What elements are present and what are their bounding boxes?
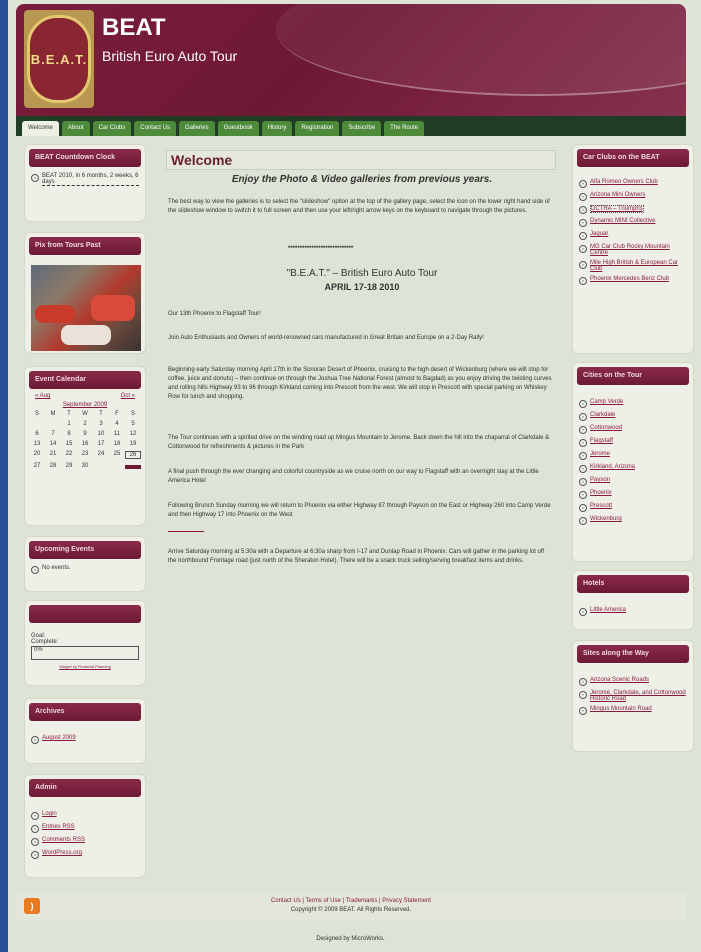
logo-emblem: B.E.A.T.: [27, 15, 91, 103]
site-link[interactable]: Arizona Scenic Roads: [590, 677, 650, 683]
list-item[interactable]: [31, 850, 139, 859]
nav-tab-guestbook[interactable]: Guestbook: [218, 121, 259, 136]
calendar-cell: 24: [97, 451, 105, 457]
bullet-icon: »: [579, 400, 587, 408]
city-link[interactable]: Wickenburg: [590, 516, 622, 522]
list-item: [31, 565, 139, 574]
calendar-cell: 23: [81, 451, 89, 457]
sites-widget: [572, 640, 694, 752]
calendar-month[interactable]: September 2009: [62, 402, 108, 408]
browser-edge: [0, 0, 8, 952]
bullet-icon: »: [31, 851, 39, 859]
photo-car-shape: [91, 295, 135, 321]
calendar-cell: 7: [51, 431, 55, 437]
site-tagline: British Euro Auto Tour: [102, 48, 238, 64]
calendar-cell: 10: [97, 431, 105, 437]
bullet-icon: »: [579, 193, 587, 201]
club-link[interactable]: Alfa Romeo Owners Club: [590, 179, 658, 185]
bullet-icon: »: [579, 219, 587, 227]
nav-tab-welcome[interactable]: Welcome: [22, 121, 59, 136]
calendar-cell: 14: [49, 441, 57, 447]
list-item[interactable]: [579, 690, 687, 702]
nav-tab-galleries[interactable]: Galleries: [179, 121, 215, 136]
club-link[interactable]: Mile High British & European Car Club: [590, 260, 679, 272]
photo-car-shape: [35, 305, 75, 323]
hotels-widget: [572, 570, 694, 630]
widget-title: Car Clubs on the BEAT: [577, 149, 689, 167]
list-item[interactable]: [579, 260, 687, 272]
calendar-cell: 22: [65, 451, 73, 457]
list-item[interactable]: [579, 438, 687, 447]
site-logo[interactable]: [24, 10, 94, 108]
complete-label: Complete:: [31, 639, 59, 645]
bullet-icon: »: [579, 478, 587, 486]
designed-by[interactable]: Designed by MicroWorks.: [316, 936, 385, 942]
calendar-cell: [29, 421, 45, 427]
intro-paragraph: The best way to view the galleries is to select the "slideshow" option at the top of the gallery page, select the icon on the lower right hand side of the slideshow window to switch it to full screen and then use your left/right arrow keys on the keyboard to navigate through the pictures.: [168, 199, 550, 214]
calendar-cell: 11: [113, 431, 121, 437]
calendar-day-header: S: [130, 411, 135, 417]
calendar-cell: [109, 463, 125, 469]
widget-title: Sites along the Way: [577, 645, 689, 663]
calendar-day-header: M: [50, 411, 56, 417]
list-item: [31, 173, 139, 186]
footer-copyright: Copyright © 2009 BEAT. All Rights Reserved.: [290, 907, 412, 913]
bullet-icon: »: [579, 245, 587, 253]
nav-tab-the-route[interactable]: The Route: [384, 121, 424, 136]
widget-title: Pix from Tours Past: [29, 237, 141, 255]
calendar-cell: 13: [33, 441, 41, 447]
bullet-icon: »: [579, 678, 587, 686]
calendar-cell: [93, 463, 109, 469]
calendar-cell: 19: [129, 441, 137, 447]
nav-tab-registration[interactable]: Registration: [295, 121, 339, 136]
main-content: [164, 146, 560, 886]
bullet-icon: »: [579, 206, 587, 214]
car-clubs-widget: [572, 144, 694, 354]
widget-title: Event Calendar: [29, 371, 141, 389]
bullet-icon: »: [579, 707, 587, 715]
city-link[interactable]: Jerome: [590, 451, 611, 457]
list-item[interactable]: [579, 490, 687, 499]
site-title[interactable]: BEAT: [102, 14, 166, 41]
archive-link[interactable]: August 2009: [42, 735, 76, 741]
list-item[interactable]: [579, 503, 687, 512]
calendar-day-header: T: [99, 411, 103, 417]
widget-title: Hotels: [577, 575, 689, 593]
calendar-day-header: W: [82, 411, 88, 417]
calendar-cell: 18: [113, 441, 121, 447]
widget-title: [29, 605, 141, 623]
progress-box: [31, 646, 139, 660]
pix-widget: [24, 232, 146, 354]
nav-tab-car-clubs[interactable]: Car Clubs: [93, 121, 132, 136]
widget-title: Archives: [29, 703, 141, 721]
calendar-cell: 8: [67, 431, 71, 437]
bullet-icon: »: [579, 452, 587, 460]
goal-label: Goal:: [31, 633, 46, 639]
bullet-icon: »: [579, 608, 587, 616]
upcoming-events-text: No events.: [42, 565, 71, 571]
goal-credit-link[interactable]: Widget by Financial Planning: [59, 664, 111, 669]
nav-tab-about[interactable]: About: [62, 121, 90, 136]
paragraph: Join Auto Enthusiasts and Owners of world-renowned cars manufactured in Great Britain and Europe on a 2-Day Rally!: [168, 335, 484, 341]
upcoming-events-widget: [24, 536, 146, 592]
nav-tab-history[interactable]: History: [262, 121, 293, 136]
event-heading: "B.E.A.T." – British Euro Auto Tour: [286, 268, 438, 279]
bullet-icon: »: [579, 277, 587, 285]
list-item[interactable]: [31, 824, 139, 833]
bullet-icon: »: [579, 465, 587, 473]
goal-widget: [24, 600, 146, 686]
bullet-icon: »: [579, 261, 587, 269]
city-link[interactable]: Camp Verde: [590, 399, 624, 405]
widget-title: Admin: [29, 779, 141, 797]
header-swoosh: [276, 4, 686, 96]
bullet-icon: »: [579, 413, 587, 421]
bullet-icon: »: [31, 812, 39, 820]
city-link[interactable]: Phoenix: [590, 490, 612, 496]
city-link[interactable]: Kirkland, Arizona: [590, 464, 636, 470]
divider-line: [168, 531, 204, 532]
nav-tab-subscribe[interactable]: Subscribe: [342, 121, 381, 136]
calendar-next-link[interactable]: Oct »: [120, 393, 135, 399]
calendar-cell: 16: [81, 441, 89, 447]
club-link[interactable]: Dynamic MINI Collective: [590, 218, 656, 224]
calendar-cell-marker: [125, 465, 141, 469]
bullet-icon: »: [579, 691, 587, 699]
bullet-icon: »: [579, 180, 587, 188]
comments-rss-link[interactable]: Comments RSS: [42, 837, 86, 843]
footer-links[interactable]: Contact Us | Terms of Use | Trademarks | Privacy Statement: [271, 898, 431, 904]
nav-tab-contact-us[interactable]: Contact Us: [134, 121, 176, 136]
list-item[interactable]: [579, 677, 687, 686]
archives-widget: [24, 698, 146, 764]
list-item[interactable]: [579, 425, 687, 434]
site-link[interactable]: Mingus Mountain Road: [590, 706, 652, 712]
calendar-cell: 17: [97, 441, 105, 447]
wordpress-link[interactable]: WordPress.org: [42, 850, 82, 856]
photo-car-shape: [61, 325, 111, 345]
list-item[interactable]: [579, 218, 687, 227]
calendar-cell: 28: [49, 463, 57, 469]
calendar-cell: 2: [83, 421, 87, 427]
calendar-cell: 3: [99, 421, 103, 427]
city-link[interactable]: Prescott: [590, 503, 613, 509]
list-item[interactable]: [579, 607, 687, 616]
club-link[interactable]: MG Car Club Rocky Mountain Centre: [590, 244, 670, 256]
calendar-cell: 29: [65, 463, 73, 469]
calendar-prev-link[interactable]: « Aug: [35, 393, 51, 399]
calendar-cell: 6: [35, 431, 39, 437]
list-item[interactable]: [31, 837, 139, 846]
calendar-cell: [45, 421, 61, 427]
calendar-widget: [24, 366, 146, 526]
calendar-grid: [25, 411, 145, 469]
calendar-cell: 27: [33, 463, 41, 469]
calendar-day-header: S: [34, 411, 39, 417]
list-item[interactable]: [579, 477, 687, 486]
bullet-icon: »: [579, 517, 587, 525]
site-header: [16, 4, 686, 116]
calendar-cell: 30: [81, 463, 89, 469]
club-link[interactable]: Arizona Mini Owners: [590, 192, 646, 198]
tour-photo[interactable]: [31, 265, 141, 351]
list-item[interactable]: [579, 276, 687, 285]
widget-title: Upcoming Events: [29, 541, 141, 559]
progress-percent: 0%: [34, 647, 43, 653]
club-link[interactable]: Phoenix Mercedes Benz Club: [590, 276, 670, 282]
bullet-icon: »: [579, 439, 587, 447]
list-item[interactable]: [579, 706, 687, 715]
list-item[interactable]: [579, 205, 687, 214]
list-item[interactable]: [579, 192, 687, 201]
countdown-widget: [24, 144, 146, 222]
footer: [16, 892, 686, 920]
calendar-cell: 20: [33, 451, 41, 457]
calendar-cell: 21: [49, 451, 57, 457]
paragraph: Our 13th Phoenix to Flagstaff Tour!: [168, 311, 261, 317]
divider-text: ****************************: [288, 246, 354, 252]
city-link[interactable]: Payson: [590, 477, 611, 483]
club-link[interactable]: Jaguar: [590, 231, 609, 237]
club-link[interactable]: DCTRA – Triumphs: [591, 206, 643, 212]
page-title: Welcome: [166, 150, 556, 170]
bullet-icon: »: [579, 491, 587, 499]
paragraph: A final push through the ever changing and colorful countryside as we cruise north on our way to Flagstaff with an overnight stay at the Little America Hotel: [168, 469, 539, 484]
calendar-cell: 5: [131, 421, 135, 427]
city-link[interactable]: Clarkdale: [590, 412, 616, 418]
page-subtitle: Enjoy the Photo & Video galleries from previous years.: [231, 174, 493, 185]
site-link[interactable]: Jerome, Clarkdale, and Cottonwood Historic Road: [590, 690, 686, 702]
countdown-text: BEAT 2010, in 6 months, 2 weeks, 6 days: [42, 173, 139, 185]
calendar-cell: 9: [83, 431, 87, 437]
list-item[interactable]: [579, 399, 687, 408]
calendar-cell: 12: [129, 431, 137, 437]
bullet-icon: »: [31, 174, 39, 182]
list-item[interactable]: [579, 412, 687, 421]
list-item[interactable]: [579, 516, 687, 525]
bullet-icon: »: [579, 426, 587, 434]
login-link[interactable]: Login: [42, 811, 57, 817]
bullet-icon: »: [579, 232, 587, 240]
bullet-icon: »: [31, 566, 39, 574]
bullet-icon: »: [579, 504, 587, 512]
paragraph: Beginning early Saturday morning April 17th in the Sonoran Desert of Phoenix, cruising to the high desert of Wickenburg (where we will stop for coffee, juice and donuts) – then continue on through the Joshua Tree National Forest (almost to Bagdad) as you enjoy driving the twisting curves and rolling hills Highway 93 to 96 through Kirkland coming into Prescott from the west. We will stop in Prescott with special parking on Whiskey Row for lunch and shopping.: [168, 367, 552, 400]
paragraph: The Tour continues with a spirited drive on the winding road up Mingus Mountain to Jerome. Back down the hill into the chaparral of Clarkdale & Cottonwood for refreshments & pictures in the Park: [168, 435, 550, 450]
list-item[interactable]: [579, 451, 687, 460]
bullet-icon: »: [31, 838, 39, 846]
entries-rss-link[interactable]: Entries RSS: [42, 824, 75, 830]
event-date: APRIL 17-18 2010: [324, 282, 400, 292]
calendar-day-header: F: [115, 411, 119, 417]
paragraph: Arrive Saturday morning at 5:30a with a Departure at 6:30a sharp from I-17 and Dunlap Road in Phoenix. Cars will gather in the parking lot off the northbound Frontage road (just north of the Sheraton Hotel). There will be a snack truck selling/serving breakfast items and drinks.: [168, 549, 545, 564]
list-item[interactable]: [579, 244, 687, 256]
widget-title: Cities on the Tour: [577, 367, 689, 385]
paragraph: Following Brunch Sunday morning we will return to Phoenix via either Highway 87 through Payson on the East or Highway 260 into Camp Verde and then Highway 17 into Phoenix on the West: [168, 503, 551, 518]
calendar-day-header: T: [67, 411, 71, 417]
city-link[interactable]: Cottonwood: [590, 425, 623, 431]
widget-title: BEAT Countdown Clock: [29, 149, 141, 167]
list-item[interactable]: [31, 811, 139, 820]
list-item[interactable]: [579, 464, 687, 473]
list-item[interactable]: [579, 179, 687, 188]
calendar-cell: 15: [65, 441, 73, 447]
bullet-icon: »: [31, 736, 39, 744]
main-nav: [16, 116, 686, 136]
rss-icon[interactable]: ): [24, 898, 40, 914]
cities-widget: [572, 362, 694, 562]
calendar-cell: 1: [67, 421, 71, 427]
list-item[interactable]: [31, 735, 139, 744]
calendar-cell: 4: [115, 421, 119, 427]
calendar-cell-today: 26: [125, 451, 141, 459]
list-item[interactable]: [579, 231, 687, 240]
admin-widget: [24, 774, 146, 878]
city-link[interactable]: Flagstaff: [590, 438, 613, 444]
bullet-icon: »: [31, 825, 39, 833]
calendar-cell: 25: [113, 451, 121, 457]
hotel-link[interactable]: Little America: [590, 607, 627, 613]
